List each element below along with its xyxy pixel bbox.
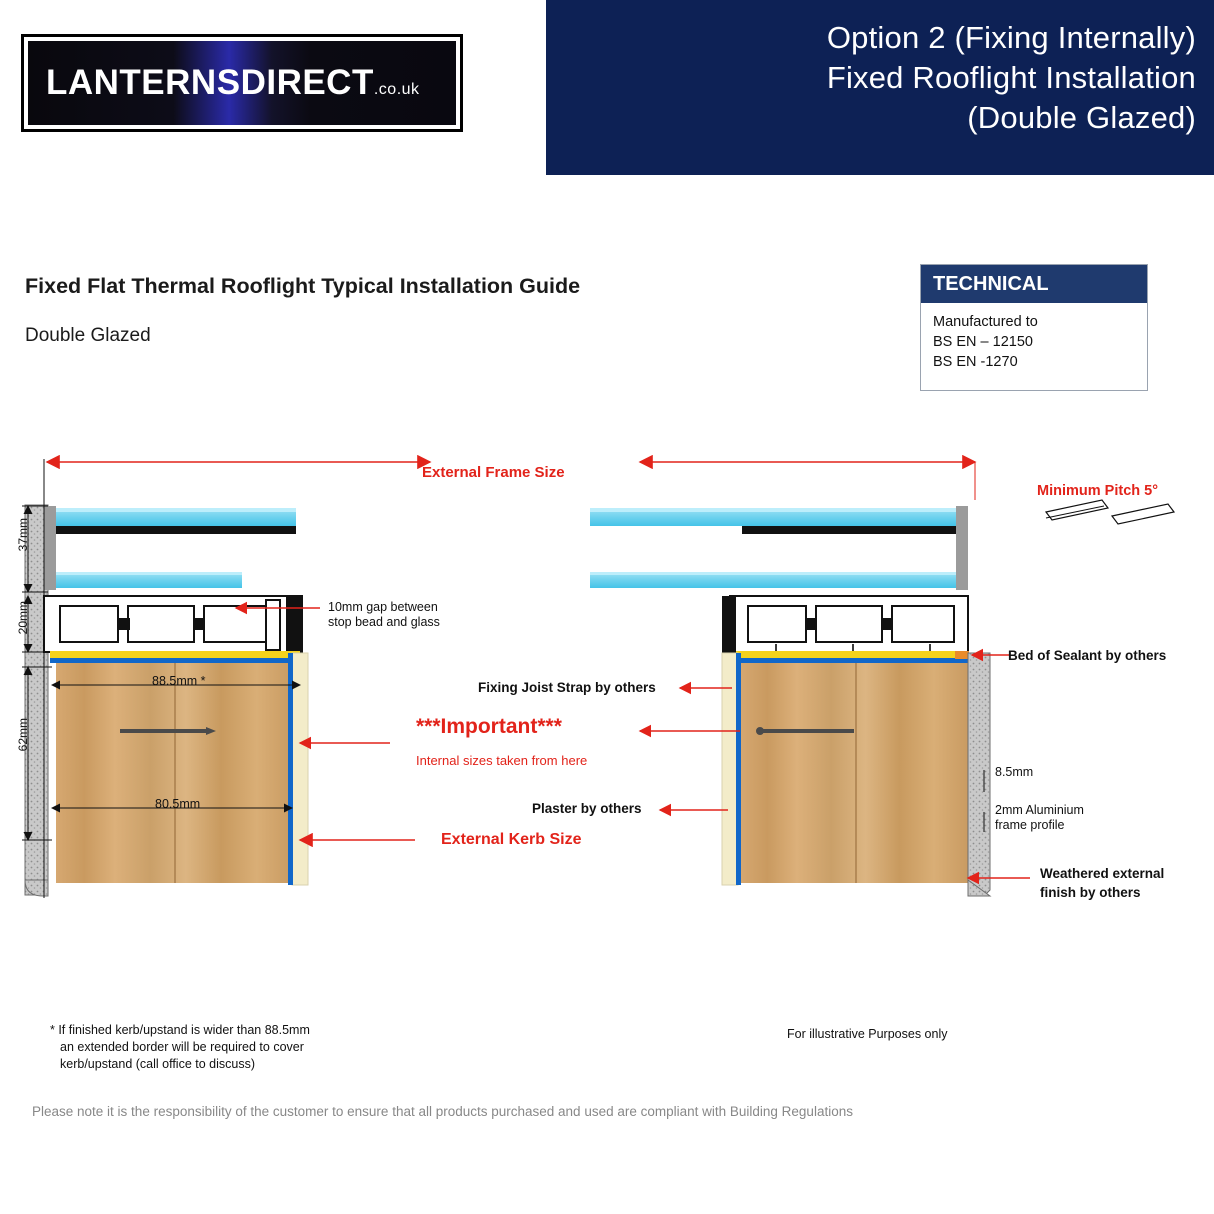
technical-line-2: BS EN – 12150 — [933, 334, 1033, 350]
dim-88-5mm: 88.5mm * — [152, 674, 206, 688]
label-external-frame-size: External Frame Size — [422, 464, 565, 481]
header-title-line1: Option 2 (Fixing Internally) — [826, 20, 1196, 55]
footnote-line1: * If finished kerb/upstand is wider than 88.5mm — [50, 1023, 310, 1037]
header-title — [566, 18, 1196, 138]
footnote-line3: kerb/upstand (call office to discuss) — [60, 1057, 256, 1071]
logo-word-lanterns: LANTERNS — [46, 63, 241, 102]
dim-37mm: 37mm — [16, 518, 30, 552]
dim-8-5mm: 8.5mm — [995, 765, 1034, 779]
label-important-sub: Internal sizes taken from here — [416, 753, 588, 768]
header-title-line2: Fixed Rooflight Installation — [826, 60, 1196, 95]
page-title: Fixed Flat Thermal Rooflight Typical Installation Guide — [25, 274, 581, 298]
header-title-line3: (Double Glazed) — [967, 100, 1196, 135]
diagram-svg — [0, 440, 1214, 980]
note-10mm-gap — [328, 600, 440, 630]
logo-suffix: .co.uk — [373, 81, 420, 98]
label-fixing-joist-strap: Fixing Joist Strap by others — [478, 680, 656, 695]
logo — [21, 34, 463, 132]
technical-box — [920, 264, 1148, 391]
technical-line-3: BS EN -1270 — [933, 354, 1018, 370]
technical-line-1: Manufactured to — [933, 314, 1038, 330]
label-alu-frame-profile — [995, 803, 1084, 833]
note-10mm-gap-line2: stop bead and glass — [328, 615, 440, 629]
logo-inner — [28, 41, 456, 125]
logo-word-direct: DIRECT — [240, 63, 374, 102]
label-plaster-by-others: Plaster by others — [532, 801, 642, 816]
label-external-kerb-size: External Kerb Size — [441, 831, 582, 848]
installation-diagram — [0, 440, 1214, 980]
label-weathered-line1: Weathered external — [1040, 866, 1165, 881]
label-bed-of-sealant: Bed of Sealant by others — [1008, 648, 1167, 663]
footnote-line2: an extended border will be required to cover — [60, 1040, 304, 1054]
page-subtitle: Double Glazed — [25, 325, 151, 346]
disclaimer: Please note it is the responsibility of the customer to ensure that all products purchased and used are compliant with Building Regulations — [32, 1104, 853, 1119]
label-alu-line1: 2mm Aluminium — [995, 803, 1084, 817]
dim-80-5mm: 80.5mm — [155, 797, 201, 811]
label-minimum-pitch: Minimum Pitch 5° — [1037, 483, 1159, 499]
label-important: ***Important*** — [416, 715, 562, 738]
technical-body — [921, 303, 1147, 372]
illustrative-note: For illustrative Purposes only — [787, 1027, 948, 1041]
logo-text — [28, 63, 420, 103]
footnote — [50, 1022, 310, 1073]
note-10mm-gap-line1: 10mm gap between — [328, 600, 438, 614]
label-weathered-line2: finish by others — [1040, 885, 1141, 900]
technical-heading: TECHNICAL — [921, 265, 1147, 303]
label-weathered-finish — [1040, 864, 1164, 902]
label-alu-line2: frame profile — [995, 818, 1065, 832]
dim-62mm: 62mm — [16, 718, 30, 752]
dim-20mm: 20mm — [16, 601, 30, 635]
